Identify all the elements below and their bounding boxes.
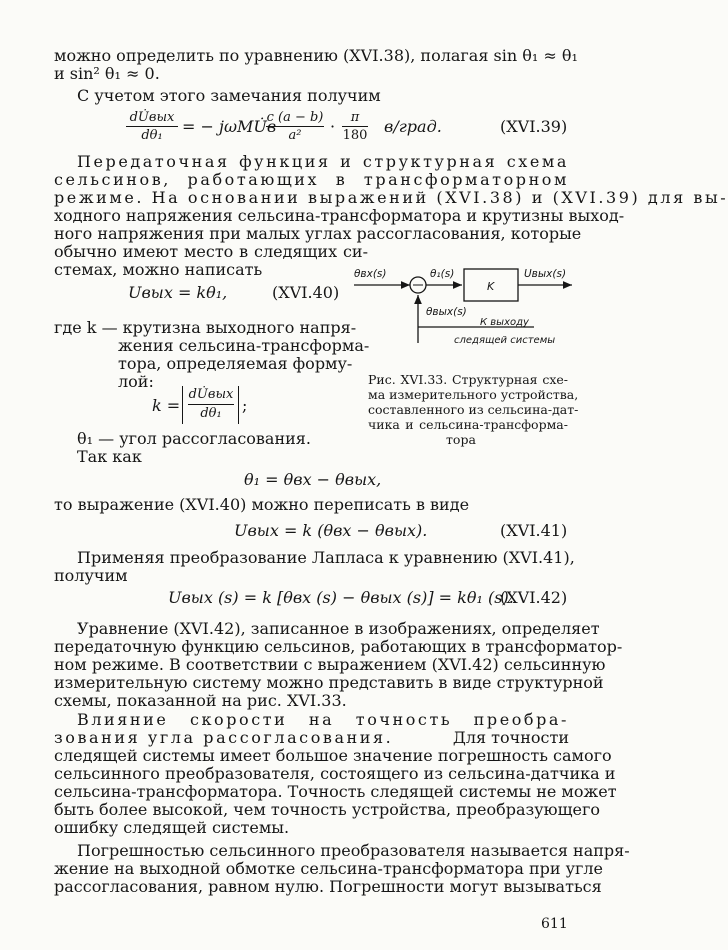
equation-number: (XVI.42) — [500, 588, 568, 607]
block-diagram — [350, 255, 578, 363]
text-line: тора, определяемая форму- — [118, 354, 353, 373]
fraction-numerator: dU̇вых — [188, 387, 234, 402]
text-line: измерительную систему можно представить в виде структурной — [54, 673, 604, 692]
equation-term: k = — [152, 396, 181, 415]
input-label: θвх(s) — [354, 268, 387, 280]
text-line: обычно имеют место в следящих си- — [54, 242, 368, 261]
block-label: K — [487, 280, 495, 293]
fraction-denominator: 180 — [342, 128, 368, 143]
text-line: быть более высокой, чем точность устройства, преобразующего — [54, 800, 600, 819]
text-line: стемах, можно написать — [54, 260, 263, 279]
text-fragment: Для точности — [452, 728, 569, 747]
page-number: 611 — [541, 916, 568, 932]
equation-number: (XVI.41) — [500, 521, 568, 540]
text-line: Погрешностью сельсинного преобразователя называется напря- — [77, 841, 630, 860]
text-line: ного напряжения при малых углах рассогласования, которые — [54, 224, 582, 243]
text-line: лой: — [118, 372, 154, 391]
text-line: получим — [54, 566, 128, 585]
text-line: С учетом этого замечания получим — [77, 86, 381, 105]
fraction-numerator: dU̇вых — [129, 110, 175, 125]
section-heading: Влияние скорости на точность преобра- — [77, 710, 569, 729]
figure-caption: ма измерительного устройства, — [368, 387, 579, 402]
equation-dot: · — [330, 117, 336, 136]
text-line: θ₁ — угол рассогласования. — [77, 429, 311, 448]
note-label: следящей системы — [454, 335, 556, 346]
fraction-bar — [126, 126, 178, 127]
text-line: то выражение (XVI.40) можно переписать в виде — [54, 495, 470, 514]
fraction-numerator: π — [350, 110, 360, 125]
fraction-denominator: dθ₁ — [200, 406, 222, 421]
error-label: θ₁(s) — [430, 268, 455, 280]
equation-theta: θ₁ = θвх − θвых, — [244, 470, 382, 489]
text-line: передаточную функцию сельсинов, работающих в трансформатор- — [54, 637, 623, 656]
fraction-numerator: c (a − b) — [266, 110, 324, 125]
text-line: можно определить по уравнению (XVI.38), полагая sin θ₁ ≈ θ₁ — [54, 46, 578, 65]
equation-number: (XVI.39) — [500, 117, 568, 136]
output-label: Uвых(s) — [524, 268, 567, 280]
note-label: К выходу — [480, 317, 529, 328]
figure-caption: Рис. XVI.33. Структурная схе- — [368, 372, 568, 387]
section-heading: сельсинов, работающих в трансформаторном — [54, 170, 569, 189]
text-line: ошибку следящей системы. — [54, 818, 290, 837]
abs-bar-left — [182, 386, 183, 424]
abs-bar-right — [238, 386, 239, 424]
equation-number: (XVI.40) — [272, 283, 340, 302]
equation-unit: в/град. — [384, 117, 442, 136]
figure-caption: чика и сельсина-трансформа- — [368, 417, 568, 432]
text-line: где k — крутизна выходного напря- — [54, 318, 357, 337]
text-line: и sin² θ₁ ≈ 0. — [54, 64, 160, 83]
text-line: сельсина-трансформатора. Точность следящей системы не может — [54, 782, 617, 801]
text-line: схемы, показанной на рис. XVI.33. — [54, 691, 347, 710]
equation-term: = − jωMU̇в — [182, 117, 277, 136]
text-line: жения сельсина-трансформа- — [118, 336, 370, 355]
equation-xvi-41: Uвых = k (θвх − θвых). — [234, 521, 428, 540]
fraction-denominator: a² — [288, 128, 302, 143]
text-line: следящей системы имеет большое значение погрешность самого — [54, 746, 612, 765]
feedback-label: θвых(s) — [426, 306, 467, 318]
text-line: рассогласования, равном нулю. Погрешности могут вызываться — [54, 877, 602, 896]
text-line — [54, 188, 728, 208]
text-line: сельсинного преобразователя, состоящего из сельсина-датчика и — [54, 764, 616, 783]
section-heading-end: зования угла рассогласования. — [54, 728, 394, 747]
text-line: Уравнение (XVI.42), записанное в изображениях, определяет — [77, 619, 600, 638]
fraction-bar — [342, 126, 368, 127]
section-heading: Передаточная функция и структурная схема — [77, 152, 569, 171]
figure-caption: тора — [446, 432, 476, 447]
equation-xvi-40: Uвых = kθ₁, — [128, 283, 228, 302]
fraction-denominator: dθ₁ — [141, 128, 163, 143]
text-line: ходного напряжения сельсина-трансформатора и крутизны выход- — [54, 206, 625, 225]
text-line: жение на выходной обмотке сельсина-трансформатора при угле — [54, 859, 604, 878]
fraction-bar — [188, 404, 234, 405]
text-line: ном режиме. В соответствии с выражением (XVI.42) сельсинную — [54, 655, 606, 674]
equation-term: ; — [242, 396, 248, 415]
figure-caption: составленного из сельсина-дат- — [368, 402, 579, 417]
fraction-bar — [266, 126, 324, 127]
text-line: Применяя преобразование Лапласа к уравнению (XVI.41), — [77, 548, 575, 567]
text-line — [54, 728, 569, 748]
text-line: Так как — [77, 447, 142, 466]
section-heading-end: режиме. На основании выражений (XVI.38) и (XVI.39) для вы- — [54, 188, 728, 207]
equation-xvi-42: Uвых (s) = k [θвх (s) − θвых (s)] = kθ₁ (s). — [168, 588, 514, 607]
